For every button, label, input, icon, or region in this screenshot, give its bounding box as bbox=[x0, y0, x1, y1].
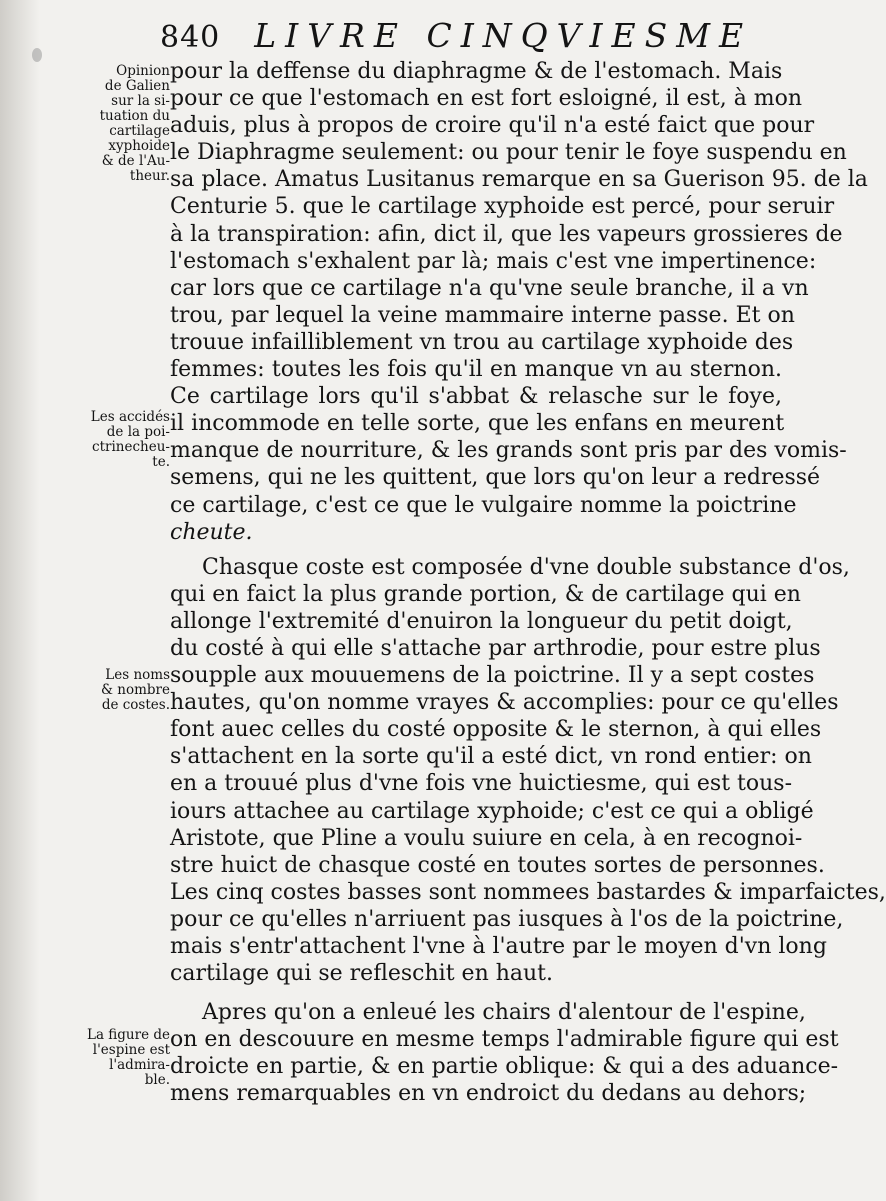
text-line: sa place. Amatus Lusitanus remarque en sa Guerison 95. de la bbox=[170, 167, 868, 193]
text-line: Apres qu'on a enleué les chairs d'alentour de l'espine, bbox=[202, 1000, 806, 1026]
page-number: 840 bbox=[160, 20, 221, 55]
ink-blot bbox=[32, 48, 42, 62]
margin-note-galien: Opinion de Galien sur la si- tuation du cartilage xyphoide & de l'Au- theur. bbox=[99, 63, 170, 184]
text-line: stre huict de chasque costé en toutes sortes de personnes. bbox=[170, 852, 825, 878]
text-line: pour ce que l'estomach en est fort esloigné, il est, à mon bbox=[170, 86, 803, 112]
paragraph-3 bbox=[170, 999, 839, 1107]
text-line: iours attachee au cartilage xyphoide; c'est ce qui a obligé bbox=[170, 798, 814, 824]
text-line: cartilage qui se refleschit en haut. bbox=[170, 961, 554, 987]
text-line: Ce cartilage lors qu'il s'abbat & relasche sur le foye, bbox=[170, 384, 782, 410]
paragraph-1 bbox=[170, 58, 868, 546]
margin-note-espine: La figure de l'espine est l'admira- ble. bbox=[86, 1027, 170, 1088]
text-line: l'estomach s'exhalent par là; mais c'est vne impertinence: bbox=[170, 248, 817, 274]
page-header bbox=[160, 16, 790, 56]
text-line: il incommode en telle sorte, que les enfans en meurent bbox=[170, 411, 785, 437]
text-line: trou, par lequel la veine mammaire interne passe. Et on bbox=[170, 302, 795, 328]
text-line: cheute. bbox=[170, 519, 253, 545]
text-line: car lors que ce cartilage n'a qu'vne seule branche, il a vn bbox=[170, 275, 809, 301]
text-line: Chasque coste est composée d'vne double substance d'os, bbox=[202, 554, 850, 580]
text-line: Aristote, que Pline a voulu suiure en cela, à en recognoi- bbox=[170, 825, 803, 851]
text-line: droicte en partie, & en partie oblique: & qui a des aduance- bbox=[170, 1054, 839, 1080]
text-line: hautes, qu'on nomme vrayes & accomplies: pour ce qu'elles bbox=[170, 690, 839, 716]
body-text bbox=[170, 58, 886, 1108]
text-line: manque de nourriture, & les grands sont pris par des vomis- bbox=[170, 438, 847, 464]
text-line: soupple aux mouuemens de la poictrine. Il y a sept costes bbox=[170, 663, 815, 689]
text-line: aduis, plus à propos de croire qu'il n'a esté faict que pour bbox=[170, 113, 815, 139]
text-line: allonge l'extremité d'enuiron la longueur du petit doigt, bbox=[170, 608, 793, 634]
text-line: pour ce qu'elles n'arriuent pas iusques à l'os de la poictrine, bbox=[170, 906, 844, 932]
text-line: du costé à qui elle s'attache par arthrodie, pour estre plus bbox=[170, 635, 821, 661]
running-title: LIVRE CINQVIESME bbox=[254, 16, 753, 55]
text-line: Les cinq costes basses sont nommees bastardes & imparfaictes, bbox=[170, 879, 886, 905]
text-line: semens, qui ne les quittent, que lors qu'on leur a redressé bbox=[170, 465, 821, 491]
paragraph-2 bbox=[170, 554, 886, 988]
text-line: s'attachent en la sorte qu'il a esté dict, vn rond entier: on bbox=[170, 744, 812, 770]
margin-note-accidents: Les accidés de la poi- ctrinecheu- te. bbox=[90, 409, 170, 470]
text-line: on en descouure en mesme temps l'admirable figure qui est bbox=[170, 1027, 839, 1053]
text-line: mens remarquables en vn endroict du dedans au dehors; bbox=[170, 1081, 807, 1107]
text-line: font auec celles du costé opposite & le sternon, à qui elles bbox=[170, 717, 822, 743]
text-line: pour la deffense du diaphragme & de l'estomach. Mais bbox=[170, 59, 783, 84]
text-line: en a trouué plus d'vne fois vne huictiesme, qui est tous- bbox=[170, 771, 793, 797]
text-line: ce cartilage, c'est ce que le vulgaire nomme la poictrine bbox=[170, 492, 797, 518]
text-line: qui en faict la plus grande portion, & de cartilage qui en bbox=[170, 581, 801, 607]
text-line: trouue infailliblement vn trou au cartilage xyphoide des bbox=[170, 329, 794, 355]
page-gutter-shadow bbox=[0, 0, 40, 1201]
text-line: Centurie 5. que le cartilage xyphoide est percé, pour seruir bbox=[170, 194, 835, 220]
text-line: femmes: toutes les fois qu'il en manque vn au sternon. bbox=[170, 357, 782, 383]
text-line: le Diaphragme seulement: ou pour tenir le foye suspendu en bbox=[170, 140, 847, 166]
text-line: à la transpiration: afin, dict il, que les vapeurs grossieres de bbox=[170, 221, 843, 247]
margin-note-costes: Les noms & nombre de costes. bbox=[100, 667, 170, 713]
text-line: mais s'entr'attachent l'vne à l'autre par le moyen d'vn long bbox=[170, 934, 827, 959]
